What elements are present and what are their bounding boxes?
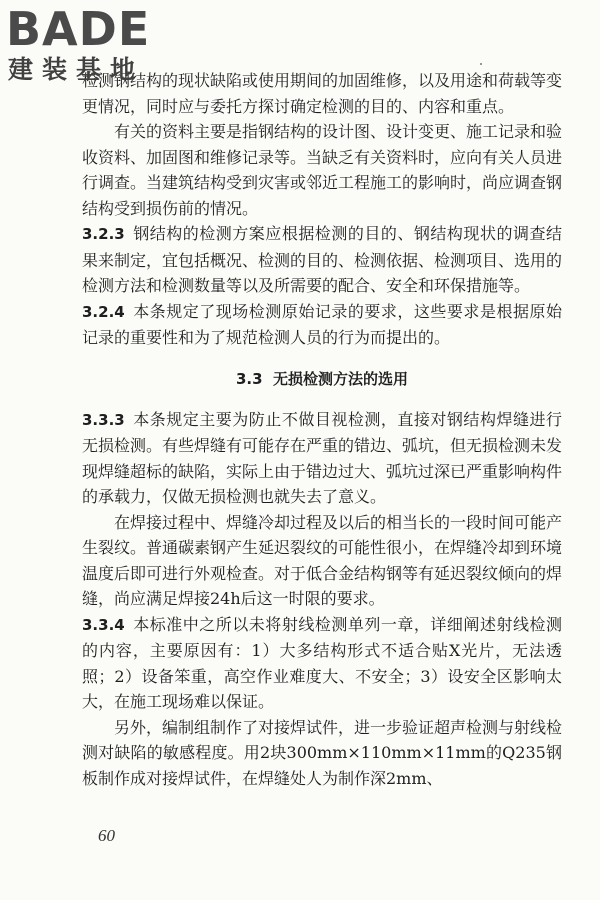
paragraph-continuation: 检测钢结构的现状缺陷或使用期间的加固维修，以及用途和荷载等变更情况，同时应与委托方探讨确定检测的目的、内容和重点。 [82, 71, 563, 116]
paragraph-cracks: 在焊接过程中、焊缝冷却过程及以后的相当长的一段时间可能产生裂纹。普通碳素钢产生延迟裂纹的可能性很小，在焊缝冷却到环境温度后即可进行外观检查。对于低合金结构钢等有延迟裂纹倾向的焊缝，尚应满足焊接24h后这一时限的要求。 [82, 512, 563, 608]
clause-number: 3.3.4 [82, 615, 125, 634]
paragraph-test-specimen: 另外，编制组制作了对接焊试件，进一步验证超声检测与射线检测对缺陷的敏感程度。用2块300mm×110mm×11mm的Q235钢板制作成对接焊试件，在焊缝处人为制作深2mm、 [82, 717, 563, 788]
page-body [82, 68, 562, 791]
clause-3-3-4 [82, 612, 562, 715]
clause-3-2-3 [82, 221, 562, 299]
clause-text: 本条规定了现场检测原始记录的要求，这些要求是根据原始记录的重要性和为了规范检测人员的行为而提出的。 [82, 301, 562, 347]
site-logo [6, 4, 186, 86]
clause-text: 钢结构的检测方案应根据检测的目的、钢结构现状的调查结果来制定，宜包括概况、检测的目的、检测依据、检测项目、选用的检测方法和检测数量等以及所需要的配合、安全和环保措施等。 [82, 224, 563, 295]
clause-text: 本条规定主要为防止不做目视检测，直接对钢结构焊缝进行无损检测。有些焊缝有可能存在严重的错边、弧坑，但无损检测未发现焊缝超标的缺陷，实际上由于错边过大、弧坑过深已严重影响构件的承载力，仅做无损检测也就失去了意义。 [82, 409, 563, 506]
paragraph-materials: 有关的资料主要是指钢结构的设计图、设计变更、施工记录和验收资料、加固图和维修记录等。当缺乏有关资料时，应向有关人员进行调查。当建筑结构受到灾害或邻近工程施工的影响时，尚应调查钢结构受到损伤前的情况。 [82, 122, 563, 218]
section-heading [82, 351, 562, 407]
clause-3-2-4 [82, 299, 562, 351]
section-title-text: 无损检测方法的选用 [273, 369, 409, 388]
scan-speck [480, 63, 482, 65]
clause-number: 3.2.4 [82, 302, 125, 321]
clause-3-3-3 [82, 407, 562, 510]
page-number: 60 [98, 826, 115, 845]
clause-number: 3.2.3 [82, 225, 125, 243]
clause-text: 本标准中之所以未将射线检测单列一章，详细阐述射线检测的内容，主要原因有：1）大多结构形式不适合贴X光片，无法透照；2）设备笨重，高空作业难度大、不安全；3）设安全区影响太大，在施工现场难以保证。 [82, 614, 562, 711]
section-number: 3.3 [235, 369, 263, 388]
logo-wordmark: BADE [6, 2, 151, 56]
clause-number: 3.3.3 [82, 410, 125, 429]
logo-subtitle: 建装基地 [8, 55, 145, 84]
